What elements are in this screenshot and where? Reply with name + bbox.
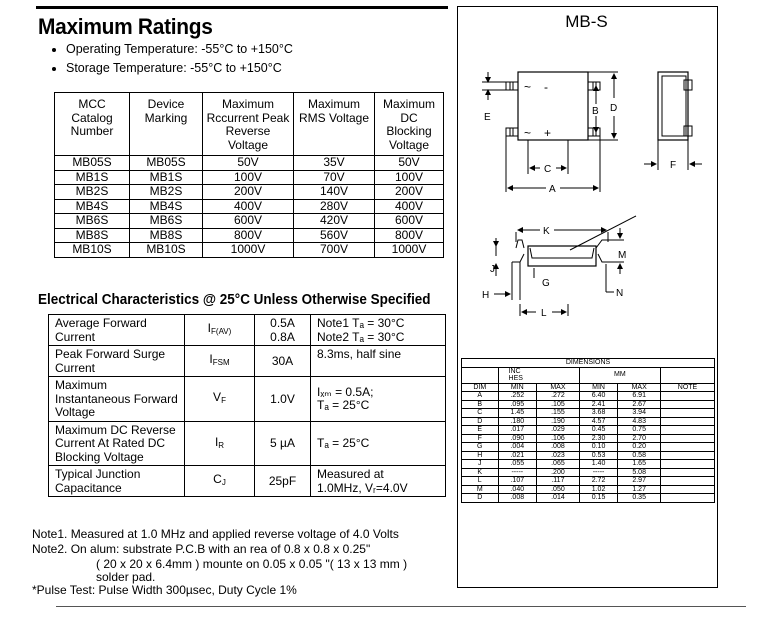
- dims-row: [462, 460, 715, 469]
- ratings-cell: 200V: [203, 185, 294, 200]
- ratings-cell: 800V: [375, 228, 444, 243]
- note-2-cont2: solder pad.: [96, 570, 156, 584]
- condition-cell: Measured at 1.0MHz, Vᵣ=4.0V: [311, 466, 446, 497]
- parameter-cell: Maximum DC Reverse Current At Rated DC Blocking Voltage: [49, 421, 185, 466]
- electrical-row: [49, 421, 446, 466]
- dim-label-f: F: [670, 160, 677, 171]
- dims-cell: E: [462, 426, 499, 435]
- dims-row: [462, 417, 715, 426]
- note-1: Note1. Measured at 1.0 MHz and applied reverse voltage of 4.0 Volts: [32, 527, 399, 541]
- parameter-cell: Peak Forward Surge Current: [49, 346, 185, 377]
- dims-cell: -----: [498, 468, 537, 477]
- pin-tilde-1: ~: [524, 80, 532, 94]
- ratings-cell: 100V: [375, 170, 444, 185]
- dims-title: DIMENSIONS: [462, 359, 715, 368]
- dims-cell: .200: [537, 468, 580, 477]
- col-dc-blocking: Maximum DC Blocking Voltage: [375, 93, 444, 156]
- pin-minus: -: [544, 80, 548, 94]
- dims-cell: .008: [498, 494, 537, 503]
- dims-cell: 2.72: [579, 477, 618, 486]
- dims-cell: [660, 443, 714, 452]
- ratings-row: [55, 243, 444, 258]
- dims-cell: 6.40: [579, 392, 618, 401]
- ratings-row: [55, 214, 444, 229]
- symbol-cell: [185, 466, 255, 497]
- dims-cell: .017: [498, 426, 537, 435]
- dims-cell: 0.75: [618, 426, 661, 435]
- dims-cell: .155: [537, 409, 580, 418]
- lead-br: [588, 128, 600, 136]
- symbol-subscript: F: [221, 396, 226, 405]
- symbol-subscript: R: [218, 440, 225, 450]
- dims-row: [462, 426, 715, 435]
- dims-col-header: MIN: [498, 383, 537, 392]
- dims-cell: K: [462, 468, 499, 477]
- dims-cell: .065: [537, 460, 580, 469]
- ratings-cell: MB6S: [130, 214, 203, 229]
- ratings-row: [55, 199, 444, 214]
- dims-cell: 6.91: [618, 392, 661, 401]
- dims-cell: .252: [498, 392, 537, 401]
- dim-label-k: K: [543, 226, 550, 237]
- dims-cell: .029: [537, 426, 580, 435]
- symbol-cell: [185, 346, 255, 377]
- ratings-cell: 280V: [294, 199, 375, 214]
- dims-cell: 3.68: [579, 409, 618, 418]
- dims-cell: [660, 426, 714, 435]
- dims-col-header: MIN: [579, 383, 618, 392]
- ratings-cell: MB10S: [55, 243, 130, 258]
- symbol: I: [214, 434, 219, 449]
- dims-cell: .272: [537, 392, 580, 401]
- condition-cell: Tₐ = 25°C: [311, 421, 446, 466]
- ratings-row: [55, 156, 444, 171]
- dims-col-header: MAX: [537, 383, 580, 392]
- ratings-row: [55, 228, 444, 243]
- ratings-cell: MB8S: [130, 228, 203, 243]
- ratings-cell: MB2S: [55, 185, 130, 200]
- parameter-cell: Maximum Instantaneous Forward Voltage: [49, 377, 185, 422]
- ratings-cell: 800V: [203, 228, 294, 243]
- col-catalog: MCC Catalog Number: [55, 93, 130, 156]
- ratings-cell: 140V: [294, 185, 375, 200]
- dims-cell: .090: [498, 434, 537, 443]
- electrical-row: [49, 377, 446, 422]
- ratings-cell: 700V: [294, 243, 375, 258]
- ratings-cell: 35V: [294, 156, 375, 171]
- dims-row: [462, 434, 715, 443]
- ratings-header-row: [55, 93, 444, 156]
- dims-cell: .190: [537, 417, 580, 426]
- symbol-cell: [185, 421, 255, 466]
- ratings-bullets: [40, 40, 293, 78]
- lead-tr: [588, 82, 600, 90]
- ratings-cell: 70V: [294, 170, 375, 185]
- dims-cell: B: [462, 400, 499, 409]
- ratings-cell: MB4S: [55, 199, 130, 214]
- dims-row: [462, 494, 715, 503]
- dims-cell: .040: [498, 485, 537, 494]
- dims-cell: .055: [498, 460, 537, 469]
- pin-plus: +: [544, 126, 552, 140]
- dims-cell: 2.67: [618, 400, 661, 409]
- dim-label-m: M: [618, 250, 627, 261]
- dims-cell: [660, 494, 714, 503]
- dim-label-c: C: [544, 164, 552, 175]
- profile-body: [528, 246, 596, 266]
- dims-cell: H: [462, 451, 499, 460]
- ratings-cell: 1000V: [203, 243, 294, 258]
- package-name: MB-S: [565, 12, 608, 31]
- footer-rule: [56, 606, 746, 607]
- dim-label-l: L: [541, 308, 547, 319]
- dims-cell: 1.27: [618, 485, 661, 494]
- ratings-cell: MB4S: [130, 199, 203, 214]
- dims-col-header: NOTE: [660, 383, 714, 392]
- pulse-note: *Pulse Test: Pulse Width 300µsec, Duty Cycle 1%: [32, 583, 297, 597]
- col-marking: Device Marking: [130, 93, 203, 156]
- ratings-cell: 420V: [294, 214, 375, 229]
- ratings-cell: MB05S: [130, 156, 203, 171]
- symbol-subscript: J: [221, 478, 226, 488]
- dims-col-header: MAX: [618, 383, 661, 392]
- ratings-cell: MB05S: [55, 156, 130, 171]
- storage-temp: • Storage Temperature: -55°C to +150°C: [66, 59, 293, 78]
- dims-cell: 0.10: [579, 443, 618, 452]
- dims-inches: INC HES: [498, 367, 579, 383]
- lead-tl: [506, 82, 518, 90]
- ratings-cell: 400V: [203, 199, 294, 214]
- operating-temp: • Operating Temperature: -55°C to +150°C: [66, 40, 293, 59]
- pin-tilde-2: ~: [524, 126, 532, 140]
- symbol: V: [213, 390, 222, 404]
- dims-row: [462, 485, 715, 494]
- dims-cell: G: [462, 443, 499, 452]
- dim-label-a: A: [549, 184, 556, 195]
- title-rule: [36, 6, 448, 9]
- dims-cell: .004: [498, 443, 537, 452]
- dims-cell: 1.65: [618, 460, 661, 469]
- ratings-cell: 50V: [203, 156, 294, 171]
- dims-cell: [660, 460, 714, 469]
- dims-cell: J: [462, 460, 499, 469]
- ratings-cell: 50V: [375, 156, 444, 171]
- dims-cell: [660, 417, 714, 426]
- dims-cell: 2.41: [579, 400, 618, 409]
- dim-label-n: N: [616, 288, 624, 299]
- dims-cell: [660, 451, 714, 460]
- dims-row: [462, 468, 715, 477]
- symbol: C: [213, 472, 222, 487]
- dims-cell: -----: [579, 468, 618, 477]
- dims-cell: 2.70: [618, 434, 661, 443]
- dims-col-header: DIM: [462, 383, 499, 392]
- ratings-row: [55, 185, 444, 200]
- col-peak-reverse: Maximum Rccurrent Peak Reverse Voltage: [203, 93, 294, 156]
- ratings-cell: MB10S: [130, 243, 203, 258]
- dims-cell: L: [462, 477, 499, 486]
- dims-cell: .014: [537, 494, 580, 503]
- dims-row: [462, 477, 715, 486]
- lead-bl: [506, 128, 518, 136]
- dim-label-d: D: [610, 103, 618, 114]
- symbol-cell: [185, 377, 255, 422]
- dims-cell: C: [462, 409, 499, 418]
- dims-cell: 0.35: [618, 494, 661, 503]
- parameter-cell: Typical Junction Capacitance: [49, 466, 185, 497]
- dims-title-row: [462, 359, 715, 368]
- dims-cell: .106: [537, 434, 580, 443]
- dims-cell: [660, 434, 714, 443]
- ratings-cell: MB6S: [55, 214, 130, 229]
- symbol-subscript: F(AV): [211, 327, 232, 337]
- dims-cell: .021: [498, 451, 537, 460]
- dims-mm: MM: [579, 367, 660, 383]
- dims-cell: .023: [537, 451, 580, 460]
- dims-row: [462, 451, 715, 460]
- dim-label-g: G: [542, 278, 550, 289]
- dims-header-row: [462, 383, 715, 392]
- ratings-cell: MB2S: [130, 185, 203, 200]
- dims-cell: [660, 409, 714, 418]
- dims-row: [462, 400, 715, 409]
- ratings-table: [54, 92, 444, 258]
- dims-cell: [660, 485, 714, 494]
- dims-cell: 4.57: [579, 417, 618, 426]
- ratings-cell: 1000V: [375, 243, 444, 258]
- dims-cell: D: [462, 417, 499, 426]
- dims-cell: 2.30: [579, 434, 618, 443]
- value-cell: 30A: [255, 346, 311, 377]
- dims-cell: 0.15: [579, 494, 618, 503]
- dims-cell: D: [462, 494, 499, 503]
- ratings-cell: 400V: [375, 199, 444, 214]
- ratings-cell: 200V: [375, 185, 444, 200]
- ratings-cell: 600V: [375, 214, 444, 229]
- dims-cell: M: [462, 485, 499, 494]
- electrical-row: [49, 346, 446, 377]
- ratings-cell: MB1S: [55, 170, 130, 185]
- dims-cell: 1.45: [498, 409, 537, 418]
- symbol-cell: [185, 315, 255, 346]
- dims-cell: 4.83: [618, 417, 661, 426]
- dims-unit-row: [462, 367, 715, 383]
- dim-label-e: E: [484, 112, 491, 123]
- dim-label-b: B: [592, 106, 599, 117]
- dims-cell: 0.53: [579, 451, 618, 460]
- dims-cell: A: [462, 392, 499, 401]
- dims-cell: 2.97: [618, 477, 661, 486]
- dim-label-h: H: [482, 290, 490, 301]
- dims-cell: 0.20: [618, 443, 661, 452]
- dims-cell: .095: [498, 400, 537, 409]
- dims-cell: 0.45: [579, 426, 618, 435]
- dims-row: [462, 443, 715, 452]
- dims-cell: F: [462, 434, 499, 443]
- dims-cell: [660, 477, 714, 486]
- col-rms: Maximum RMS Voltage: [294, 93, 375, 156]
- note-2-cont: ( 20 x 20 x 6.4mm ) mounte on 0.05 x 0.05 "( 13 x 13 mm ): [96, 557, 408, 571]
- ratings-cell: 600V: [203, 214, 294, 229]
- dims-cell: 5.08: [618, 468, 661, 477]
- value-cell: 25pF: [255, 466, 311, 497]
- electrical-table: [48, 314, 446, 497]
- dims-cell: 0.58: [618, 451, 661, 460]
- electrical-row: [49, 315, 446, 346]
- value-cell: 1.0V: [255, 377, 311, 422]
- dims-cell: .117: [537, 477, 580, 486]
- dims-row: [462, 392, 715, 401]
- electrical-heading: Electrical Characteristics @ 25°C Unless Otherwise Specified: [38, 292, 431, 308]
- page-title: Maximum Ratings: [38, 14, 213, 39]
- dims-cell: [660, 468, 714, 477]
- condition-cell: Note1 Tₐ = 30°C Note2 Tₐ = 30°C: [311, 315, 446, 346]
- condition-cell: Iₓₘ = 0.5A; Tₐ = 25°C: [311, 377, 446, 422]
- dims-cell: 1.02: [579, 485, 618, 494]
- symbol: I: [209, 352, 213, 367]
- dims-row: [462, 409, 715, 418]
- electrical-row: [49, 466, 446, 497]
- parameter-cell: Average Forward Current: [49, 315, 185, 346]
- dims-cell: .105: [537, 400, 580, 409]
- dims-cell: .050: [537, 485, 580, 494]
- dims-cell: [660, 392, 714, 401]
- dims-cell: .180: [498, 417, 537, 426]
- dims-cell: .008: [537, 443, 580, 452]
- package-drawing: [458, 40, 716, 340]
- condition-cell: 8.3ms, half sine: [311, 346, 446, 377]
- dims-cell: [660, 400, 714, 409]
- dims-cell: 3.94: [618, 409, 661, 418]
- ratings-cell: MB8S: [55, 228, 130, 243]
- symbol: I: [207, 321, 212, 336]
- dims-cell: .107: [498, 477, 537, 486]
- note-2: Note2. On alum: substrate P.C.B with an rea of 0.8 x 0.8 x 0.25": [32, 542, 371, 556]
- ratings-row: [55, 170, 444, 185]
- value-cell: 5 µA: [255, 421, 311, 466]
- ratings-cell: MB1S: [130, 170, 203, 185]
- dim-label-j: J: [490, 264, 495, 275]
- dimensions-table: [461, 358, 715, 503]
- dims-cell: 1.40: [579, 460, 618, 469]
- symbol-subscript: FSM: [212, 358, 230, 368]
- ratings-cell: 560V: [294, 228, 375, 243]
- value-cell: 0.5A 0.8A: [255, 315, 311, 346]
- ratings-cell: 100V: [203, 170, 294, 185]
